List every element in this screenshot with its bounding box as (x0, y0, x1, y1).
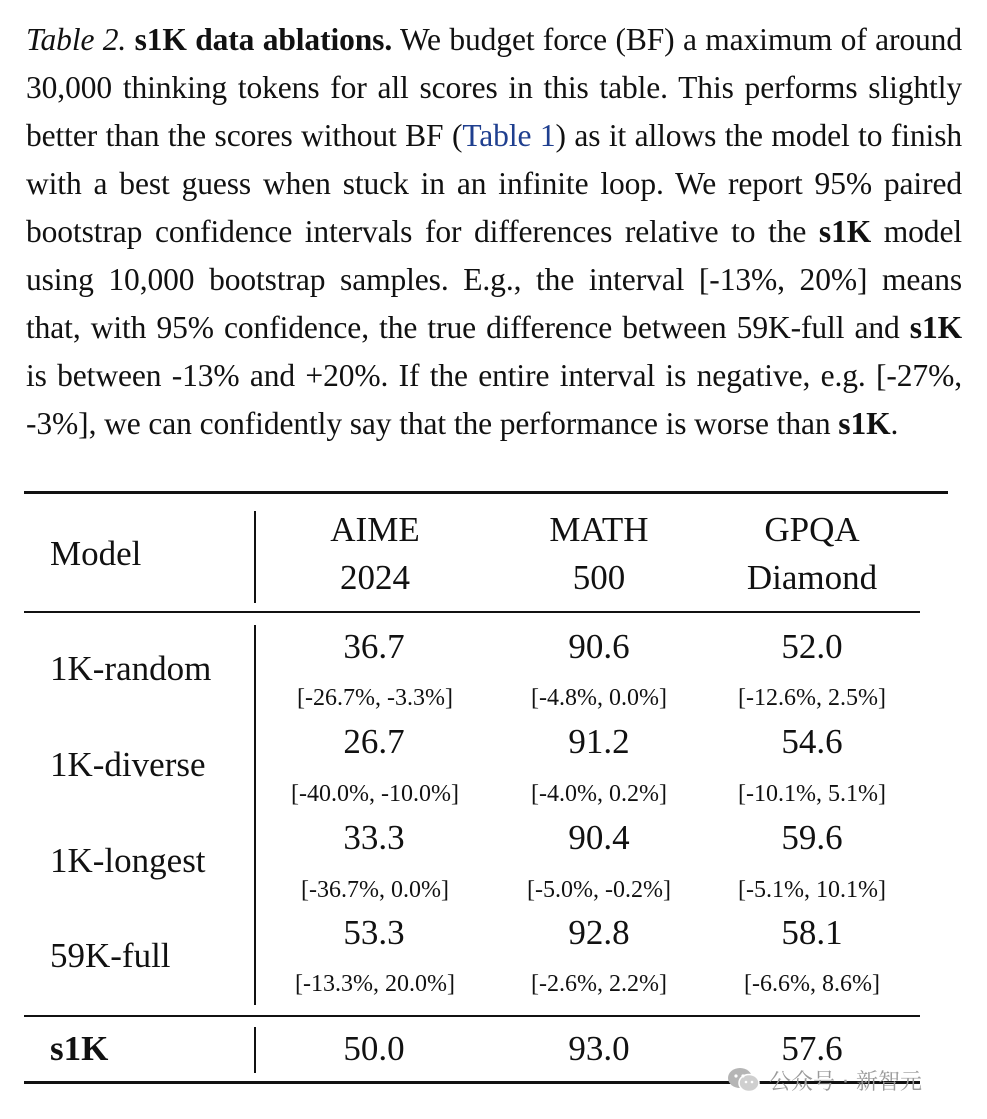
math-score: 91.2 (568, 722, 630, 761)
math-ci: [-4.0%, 0.2%] (531, 781, 667, 807)
math-ci: [-2.6%, 2.2%] (531, 971, 667, 997)
table-caption: Table 2. s1K data ablations. We budget force (BF) a maximum of around 30,000 thinking tokens for all scores in this table. This performs slightly better than the scores without BF (Table 1) as it allows the model to finish with a best guess when stuck in an infinite loop. We report 95% paired bootstrap confidence intervals for differences relative to the s1K model using 10,000 bootstrap samples. E.g., the interval [-13%, 20%] means that, with 95% confidence, the true difference between 59K-full and s1K is between -13% and +20%. If the entire interval is negative, e.g. [-27%, -3%], we can confidently say that the performance is worse than s1K. (26, 22, 963, 441)
final-math-score: 93.0 (568, 1029, 630, 1068)
gpqa-score: 52.0 (781, 627, 843, 666)
header-gpqa-line2: Diamond (746, 558, 878, 597)
math-score: 90.6 (568, 627, 630, 666)
column-divider (254, 625, 256, 1005)
watermark (727, 1060, 922, 1100)
aime-score: 33.3 (343, 818, 405, 857)
aime-score: 36.7 (343, 627, 405, 666)
header-aime-line1: AIME (330, 510, 420, 549)
aime-ci: [-36.7%, 0.0%] (301, 877, 449, 903)
aime-score: 26.7 (343, 722, 405, 761)
table-1-link[interactable]: Table 1 (462, 118, 556, 153)
final-model: s1K (50, 1029, 109, 1068)
column-divider (254, 511, 256, 603)
aime-score: 53.3 (343, 913, 405, 952)
row-model: 1K-longest (50, 841, 206, 880)
final-gpqa-score: 57.6 (781, 1029, 843, 1068)
final-rule (24, 1015, 920, 1017)
gpqa-ci: [-12.6%, 2.5%] (738, 685, 886, 711)
table-label: Table 2. (26, 22, 127, 57)
gpqa-score: 59.6 (781, 818, 843, 857)
math-score: 90.4 (568, 818, 630, 857)
header-math-line1: MATH (549, 510, 649, 549)
math-ci: [-5.0%, -0.2%] (527, 877, 671, 903)
header-gpqa-line1: GPQA (764, 510, 860, 549)
gpqa-score: 54.6 (781, 722, 843, 761)
final-aime-score: 50.0 (343, 1029, 405, 1068)
math-score: 92.8 (568, 913, 630, 952)
gpqa-ci: [-6.6%, 8.6%] (744, 971, 880, 997)
gpqa-ci: [-5.1%, 10.1%] (738, 877, 886, 903)
header-model: Model (50, 534, 142, 573)
header-rule (24, 611, 920, 613)
aime-ci: [-13.3%, 20.0%] (295, 971, 455, 997)
row-model: 1K-random (50, 649, 212, 688)
gpqa-ci: [-10.1%, 5.1%] (738, 781, 886, 807)
table-top-rule (24, 491, 948, 494)
caption-title: s1K data ablations. (134, 22, 393, 57)
row-model: 59K-full (50, 936, 171, 975)
header-math-line2: 500 (572, 558, 626, 597)
column-divider (254, 1027, 256, 1073)
header-aime-line2: 2024 (340, 558, 410, 597)
math-ci: [-4.8%, 0.0%] (531, 685, 667, 711)
wechat-icon (727, 1066, 761, 1094)
watermark-text: 公众号 · 新智元 (769, 1069, 922, 1095)
aime-ci: [-26.7%, -3.3%] (297, 685, 453, 711)
gpqa-score: 58.1 (781, 913, 843, 952)
aime-ci: [-40.0%, -10.0%] (291, 781, 459, 807)
row-model: 1K-diverse (50, 745, 206, 784)
